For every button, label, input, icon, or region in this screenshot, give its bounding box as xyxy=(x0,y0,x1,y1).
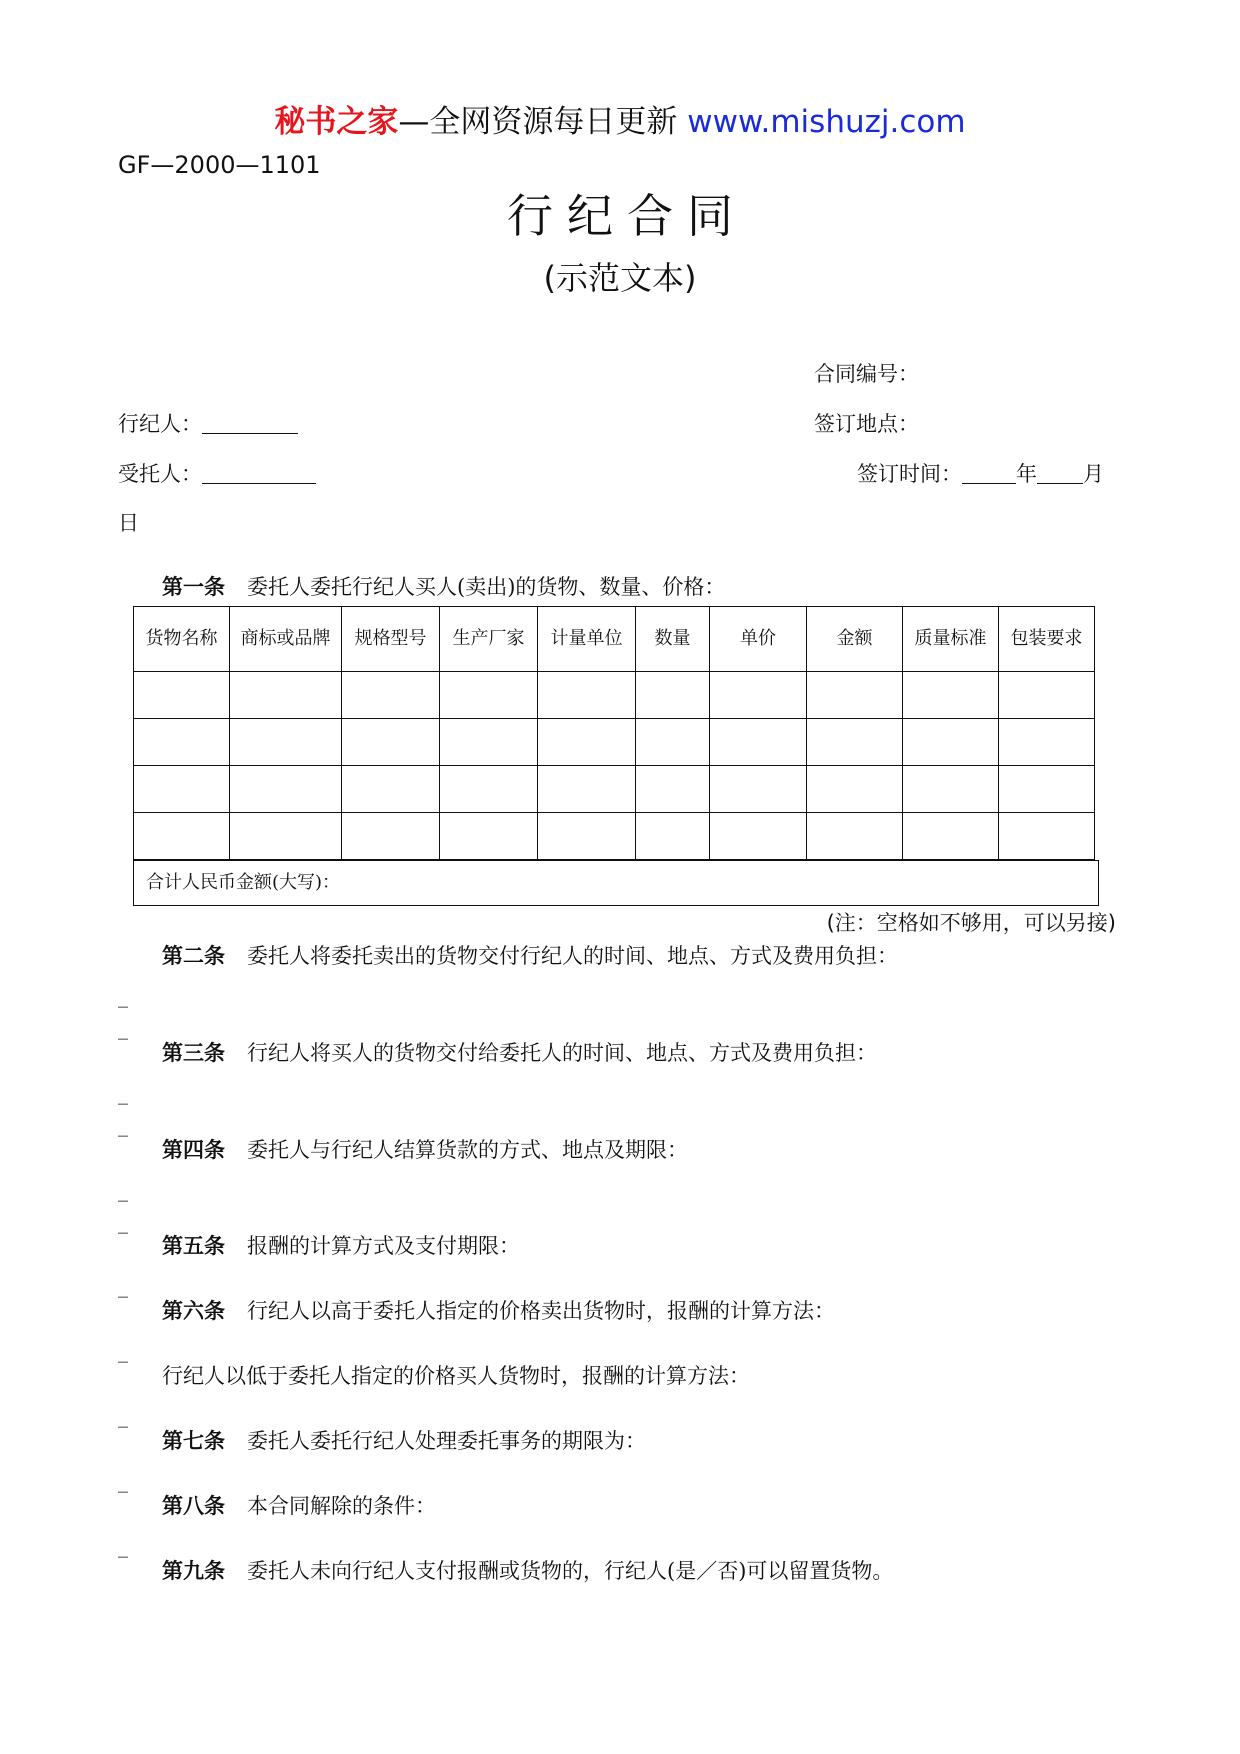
table-cell[interactable] xyxy=(636,719,710,766)
article-text: 委托人将委托卖出的货物交付行纪人的时间、地点、方式及费用负担： xyxy=(247,944,898,968)
table-cell[interactable] xyxy=(903,672,999,719)
sign-month-blank[interactable] xyxy=(1037,461,1083,484)
column-header: 计量单位 xyxy=(538,607,636,672)
table-cell[interactable] xyxy=(230,813,342,860)
table-cell[interactable] xyxy=(999,766,1095,813)
blank-line-mark[interactable]: _ xyxy=(118,1178,128,1202)
banner-url[interactable]: www.mishuzj.com xyxy=(687,104,966,140)
page-title: 行纪合同 xyxy=(507,189,747,243)
article-text: 委托人委托行纪人买人(卖出)的货物、数量、价格： xyxy=(247,575,726,599)
article-number: 第七条 xyxy=(162,1429,225,1453)
table-row xyxy=(134,813,1095,860)
table-cell[interactable] xyxy=(342,766,440,813)
article-text: 委托人与行纪人结算货款的方式、地点及期限： xyxy=(247,1138,688,1162)
table-cell[interactable] xyxy=(999,719,1095,766)
table-cell[interactable] xyxy=(134,672,230,719)
blank-line-mark[interactable]: _ xyxy=(118,1016,128,1040)
table-cell[interactable] xyxy=(230,672,342,719)
page-subtitle: (示范文本) xyxy=(543,259,697,297)
column-header: 商标或品牌 xyxy=(230,607,342,672)
blank-line-mark[interactable]: _ xyxy=(118,1404,128,1428)
column-header: 包装要求 xyxy=(999,607,1095,672)
table-cell[interactable] xyxy=(807,719,903,766)
table-cell[interactable] xyxy=(230,719,342,766)
table-cell[interactable] xyxy=(710,766,807,813)
banner-brand: 秘书之家 xyxy=(274,104,399,140)
blank-line-mark[interactable]: _ xyxy=(118,1534,128,1558)
table-cell[interactable] xyxy=(807,813,903,860)
article-7 xyxy=(162,1426,646,1456)
sign-place-label: 签订地点： xyxy=(814,412,919,436)
document-code: GF—2000—1101 xyxy=(118,151,321,179)
column-header: 金额 xyxy=(807,607,903,672)
article-text: 行纪人将买人的货物交付给委托人的时间、地点、方式及费用负担： xyxy=(247,1041,877,1065)
table-cell[interactable] xyxy=(440,766,538,813)
table-cell[interactable] xyxy=(710,813,807,860)
article-number: 第三条 xyxy=(162,1041,225,1065)
principal-label: 受托人： xyxy=(118,462,202,486)
column-header: 规格型号 xyxy=(342,607,440,672)
banner-slogan: —全网资源每日更新 xyxy=(398,104,688,140)
table-row xyxy=(134,672,1095,719)
article-number: 第六条 xyxy=(162,1299,225,1323)
day-label: 日 xyxy=(118,511,139,535)
table-cell[interactable] xyxy=(636,766,710,813)
column-header: 货物名称 xyxy=(134,607,230,672)
site-banner xyxy=(0,100,1240,144)
article-3 xyxy=(162,1038,877,1068)
article-2 xyxy=(162,941,898,971)
month-label: 月 xyxy=(1083,462,1104,486)
table-cell[interactable] xyxy=(342,719,440,766)
table-cell[interactable] xyxy=(710,719,807,766)
table-cell[interactable] xyxy=(230,766,342,813)
article-5 xyxy=(162,1231,520,1261)
article-text: 委托人未向行纪人支付报酬或货物的，行纪人(是／否)可以留置货物。 xyxy=(247,1559,894,1583)
broker-blank[interactable] xyxy=(202,411,298,434)
table-cell[interactable] xyxy=(538,719,636,766)
table-cell[interactable] xyxy=(538,672,636,719)
blank-line-mark[interactable]: _ xyxy=(118,1339,128,1363)
column-header: 数量 xyxy=(636,607,710,672)
table-cell[interactable] xyxy=(636,813,710,860)
total-amount-row[interactable] xyxy=(133,860,1099,906)
table-row xyxy=(134,766,1095,813)
table-cell[interactable] xyxy=(440,672,538,719)
table-header-row xyxy=(134,607,1095,672)
table-cell[interactable] xyxy=(134,766,230,813)
sign-time-field xyxy=(857,459,1104,489)
table-cell[interactable] xyxy=(440,813,538,860)
table-cell[interactable] xyxy=(538,813,636,860)
article-1 xyxy=(162,572,725,602)
table-cell[interactable] xyxy=(710,672,807,719)
table-cell[interactable] xyxy=(999,813,1095,860)
table-cell[interactable] xyxy=(999,672,1095,719)
goods-table xyxy=(133,606,1095,860)
blank-line-mark[interactable]: _ xyxy=(118,1469,128,1493)
table-cell[interactable] xyxy=(538,766,636,813)
table-note: (注：空格如不够用，可以另接) xyxy=(826,911,1116,935)
blank-line-mark[interactable]: _ xyxy=(118,1210,128,1234)
article-number: 第五条 xyxy=(162,1234,225,1258)
article-number: 第八条 xyxy=(162,1494,225,1518)
blank-line-mark[interactable]: _ xyxy=(118,1274,128,1298)
principal-blank[interactable] xyxy=(202,461,316,484)
article-text: 行纪人以高于委托人指定的价格卖出货物时，报酬的计算方法： xyxy=(247,1299,835,1323)
article-6-extra: 行纪人以低于委托人指定的价格买人货物时，报酬的计算方法： xyxy=(162,1364,750,1388)
contract-number-label: 合同编号： xyxy=(814,362,919,386)
table-cell[interactable] xyxy=(636,672,710,719)
article-9 xyxy=(162,1556,893,1586)
total-amount-label: 合计人民币金额(大写)： xyxy=(146,872,341,893)
table-cell[interactable] xyxy=(134,719,230,766)
article-6 xyxy=(162,1296,835,1326)
table-cell[interactable] xyxy=(903,813,999,860)
table-cell[interactable] xyxy=(807,766,903,813)
article-number: 第四条 xyxy=(162,1138,225,1162)
article-4 xyxy=(162,1135,688,1165)
column-header: 单价 xyxy=(710,607,807,672)
table-cell[interactable] xyxy=(807,672,903,719)
article-number: 第一条 xyxy=(162,575,225,599)
blank-line-mark[interactable]: _ xyxy=(118,1081,128,1105)
table-cell[interactable] xyxy=(440,719,538,766)
table-cell[interactable] xyxy=(903,766,999,813)
column-header: 生产厂家 xyxy=(440,607,538,672)
column-header: 质量标准 xyxy=(903,607,999,672)
article-text: 委托人委托行纪人处理委托事务的期限为： xyxy=(247,1429,646,1453)
article-number: 第二条 xyxy=(162,944,225,968)
article-text: 本合同解除的条件： xyxy=(247,1494,436,1518)
blank-line-mark[interactable]: _ xyxy=(118,1113,128,1137)
table-row xyxy=(134,719,1095,766)
sign-time-label: 签订时间： xyxy=(857,462,962,486)
article-text: 报酬的计算方式及支付期限： xyxy=(247,1234,520,1258)
table-cell[interactable] xyxy=(134,813,230,860)
blank-line-mark[interactable]: _ xyxy=(118,984,128,1008)
article-number: 第九条 xyxy=(162,1559,225,1583)
broker-label: 行纪人： xyxy=(118,412,202,436)
year-label: 年 xyxy=(1016,462,1037,486)
article-8 xyxy=(162,1491,436,1521)
sign-year-blank[interactable] xyxy=(962,461,1016,484)
principal-field xyxy=(118,459,316,489)
broker-field xyxy=(118,409,298,439)
table-cell[interactable] xyxy=(903,719,999,766)
table-cell[interactable] xyxy=(342,672,440,719)
table-cell[interactable] xyxy=(342,813,440,860)
